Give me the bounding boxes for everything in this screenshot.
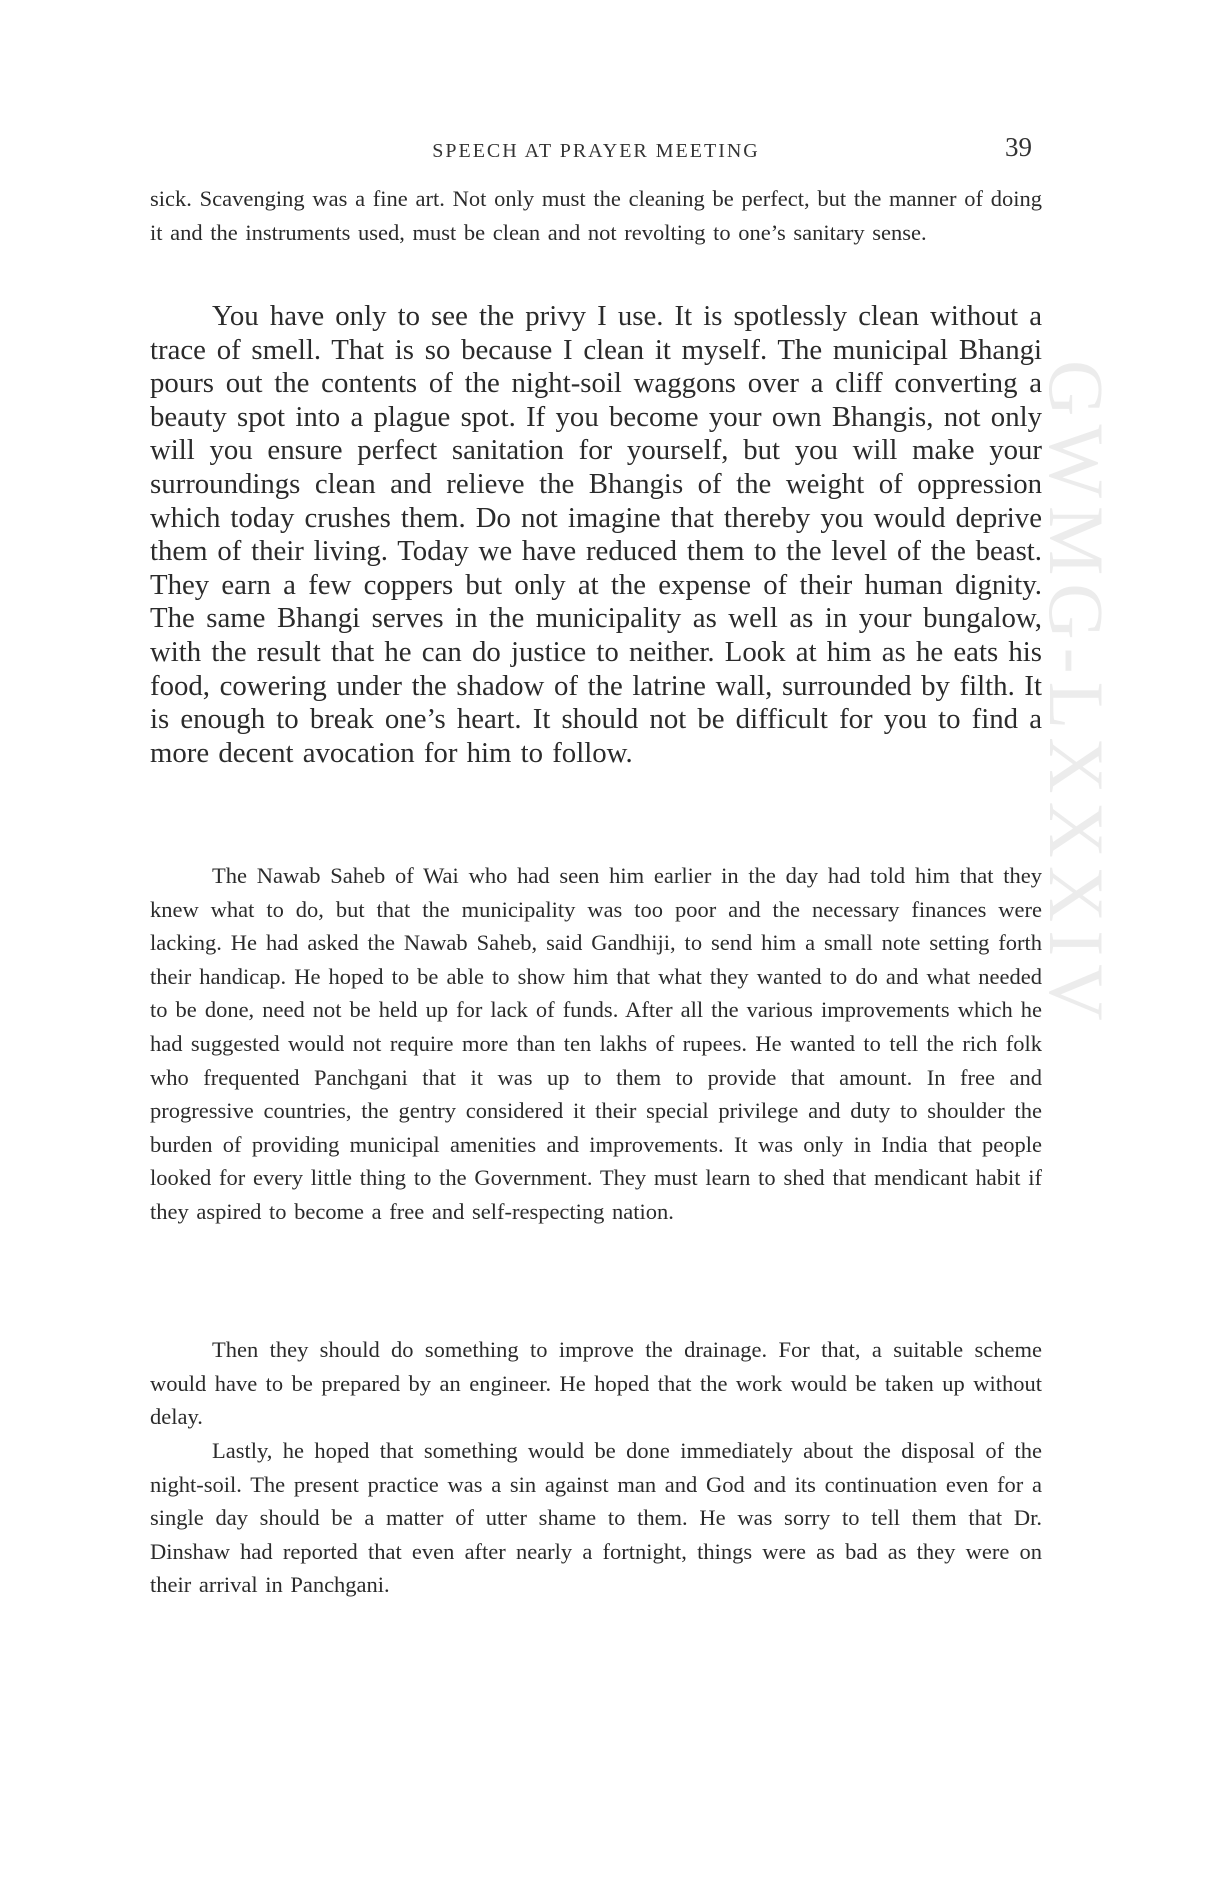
paragraph: Lastly, he hoped that something would be done immediately about the disposal of the night-soil. The present practice was a sin against man and God and its continuation even for a single day should be a matter of utter shame to them. He was sorry to tell them that Dr. Dinshaw had reported that even after nearly a fortnight, things were as bad as they were on their arrival in Panchgani. bbox=[150, 1438, 1042, 1598]
page-header-title: SPEECH AT PRAYER MEETING bbox=[432, 140, 760, 162]
page-number: 39 bbox=[1005, 132, 1032, 162]
watermark: GWMG-LXXXIV bbox=[1033, 360, 1120, 1029]
paragraph: The Nawab Saheb of Wai who had seen him earlier in the day had told him that they knew what to do, but that the municipality was too poor and the necessary finances were lacking. He had asked the Nawab Saheb, said Gandhiji, to send him a small note setting forth their handicap. He hoped to be able to show him that what they wanted to do and what needed to be done, need not be held up for lack of funds. After all the various improvements which he had suggested would not require more than ten lakhs of rupees. He wanted to tell the rich folk who frequented Panchgani that it was up to them to provide that amount. In free and progressive countries, the gentry considered it their special privilege and duty to shoulder the burden of providing municipal amenities and improvements. It was only in India that people looked for every little thing to the Government. They must learn to shed that mendicant habit if they aspired to become a free and self-respecting nation. bbox=[150, 863, 1042, 1224]
paragraph: You have only to see the privy I use. It is spotlessly clean without a trace of smell. That is so because I clean it myself. The municipal Bhangi pours out the contents of the night-soil waggons over a cliff converting a beauty spot into a plague spot. If you become your own Bhangis, not only will you ensure perfect sanitation for yourself, but you will make your surroundings clean and relieve the Bhangis of the weight of oppression which today crushes them. Do not imagine that thereby you would deprive them of their living. Today we have reduced them to the level of the beast. They earn a few coppers but only at the expense of their human dignity. The same Bhangi serves in the municipality as well as in your bungalow, with the result that he can do justice to neither. Look at him as he eats his food, cowering under the shadow of the latrine wall, surrounded by filth. It is enough to break one’s heart. It should not be difficult for you to find a more decent avocation for him to follow. bbox=[150, 300, 1042, 769]
paragraph: Then they should do something to improve the drainage. For that, a suitable scheme would have to be prepared by an engineer. He hoped that the work would be taken up without delay. bbox=[150, 1337, 1042, 1430]
running-header bbox=[150, 132, 1042, 168]
paragraph: sick. Scavenging was a fine art. Not only must the cleaning be perfect, but the manner of doing it and the instruments used, must be clean and not revolting to one’s sanitary sense. bbox=[150, 186, 1042, 245]
